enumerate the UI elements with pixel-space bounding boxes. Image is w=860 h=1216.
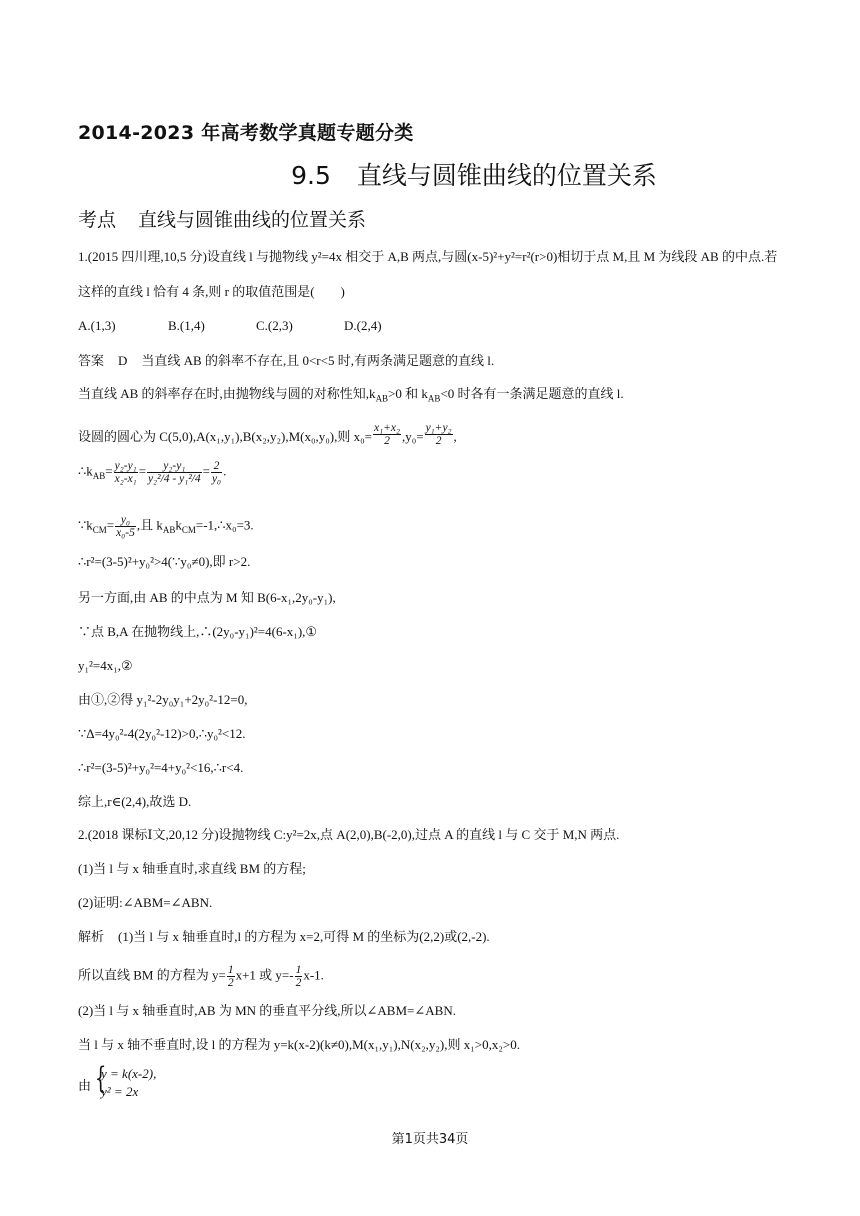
eq2-line: y₁²=4x₁,② [78,658,133,673]
fraction: $\frac{\text{y₁+y₂}}{2}$ [425,422,452,447]
section-number: 9.5 [291,161,331,190]
kaodian-title: 直线与圆锥曲线的位置关系 [138,209,367,231]
problem2-part1: (1)当 l 与 x 轴垂直时,求直线 BM 的方程; [78,861,306,876]
sol2-line: (2)当 l 与 x 轴垂直时,AB 为 MN 的垂直平分线,所以∠ABM=∠ABN. [78,1003,456,1018]
setup-line: 设圆的圆心为 C(5,0),A(x₁,y₁),B(x₂,y₂),M(x₀,y₀),则 x₀= $\frac{\text{x₁+x₂}}{2}$ ,y₀= $\frac{\text{y₁+y₂}}{2}$ , [78,422,457,447]
fraction: $\frac{2}{\text{y₀}}$ [211,460,222,485]
series-title: 2014-2023 年高考数学真题专题分类 [78,122,414,144]
jiexi-line: 解析 (1)当 l 与 x 轴垂直时,l 的方程为 x=2,可得 M 的坐标为(2,2)或(2,-2). [78,929,490,944]
section-title-text: 直线与圆锥曲线的位置关系 [356,161,657,190]
answer-label: 答案 [78,353,105,368]
page-footer: 第1页共34页 [391,1132,469,1147]
answer-text: 当直线 AB 的斜率不存在,且 0<r<5 时,有两条满足题意的直线 l. [141,353,495,368]
from12-line: 由①,②得 y₁²-2y₀y₁+2y₀²-12=0, [78,692,248,707]
fraction: $\frac{\text{y₂-y₁}}{\text{y₂²/4 - y₁²/4}}$ [148,460,201,485]
option-b: B.(1,4) [168,318,205,333]
option-a: A.(1,3) [78,318,116,333]
answer-line [78,352,790,369]
point-on-parabola-line: ∵点 B,A 在抛物线上,∴(2y₀-y₁)²=4(6-x₁),① [78,624,318,639]
problem2-stem: 2.(2018 课标Ⅰ文,20,12 分)设抛物线 C:y²=2x,点 A(2,0),B(-2,0),过点 A 的直线 l 与 C 交于 M,N 两点. [78,827,620,842]
bm-line: 所以直线 BM 的方程为 y= $\frac{1}{2}$ x+1 或 y=- $\frac{1}{2}$ x-1. [78,964,324,989]
fraction: $\frac{1}{2}$ [295,964,302,989]
delta-line: ∵Δ=4y₀²-4(2y₀²-12)>0,∴y₀²<12. [78,726,246,741]
r-bound-line: ∴r²=(3-5)²+y₀²=4+y₀²<16,∴r<4. [78,760,244,775]
fraction: $\frac{\text{y₀}}{\text{x₀-5}}$ [116,514,135,539]
kcm-line: $\because k_{CM}=$ $\frac{\text{y₀}}{\text{x₀-5}}$ ,且 $k_{AB}k_{CM}=-1,\therefore x_0=3$. [78,514,254,539]
r-line: ∴r²=(3-5)²+y₀²>4(∵y₀≠0),即 r>2. [78,554,251,569]
kaodian-heading [78,205,366,232]
option-d: D.(2,4) [344,318,382,333]
sol3-line: 当 l 与 x 轴不垂直时,设 l 的方程为 y=k(x-2)(k≠0),M(x₁,y₁),N(x₂,y₂),则 x₁>0,x₂>0. [78,1037,520,1052]
problem1-stem-line1: 1.(2015 四川理,10,5 分)设直线 l 与抛物线 y²=4x 相交于 A,B 两点,与圆(x-5)²+y²=r²(r>0)相切于点 M,且 M 为线段 AB 的中点.若 [78,249,778,264]
answer-value: D [118,353,128,368]
other-hand-line: 另一方面,由 AB 的中点为 M 知 B(6-x₁,2y₀-y₁), [78,590,336,605]
section-title [0,156,860,192]
jiexi-label: 解析 [78,929,105,944]
problem1-stem-line2: 这样的直线 l 恰有 4 条,则 r 的取值范围是( ) [78,284,345,299]
slope-exists-line: 当直线 AB 的斜率存在时,由抛物线与圆的对称性知$,k_{AB}>0$ 和 $k_{AB}<0$ 时各有一条满足题意的直线 l. [78,386,624,404]
fraction: $\frac{\text{x₁+x₂}}{2}$ [373,422,400,447]
kaodian-label: 考点 [78,209,117,231]
problem2-part2: (2)证明:∠ABM=∠ABN. [78,895,213,910]
conclusion-line: 综上,r∈(2,4),故选 D. [78,794,192,809]
fraction: $\frac{1}{2}$ [227,964,234,989]
option-c: C.(2,3) [256,318,293,333]
fraction: $\frac{\text{y₂-y₁}}{\text{x₂-x₁}}$ [114,460,137,485]
kab-line: $\therefore k_{AB}=$ $\frac{\text{y₂-y₁}}{\text{x₂-x₁}}$ = $\frac{\text{y₂-y₁}}{\text{y₂²/4 - y₁²/4}}$ = $\frac{2}{\text{y₀}}$ . [78,460,227,485]
document-page: 2014-2023 年高考数学真题专题分类 9.5 直线与圆锥曲线的位置关系 考点 直线与圆锥曲线的位置关系 1.(2015 四川理,10,5 分)设直线 l 与抛物线 y²=4x 相交于 A,B 两点,与圆(x-5)²+y²=r²(r>0)相切于点 M,且 M 为线段 AB 的中点.若 这样的直线 l 恰有 4 条,则 r 的取值范围是( ) A.(1,3) B.(1,4) C.(2,3) D.(2,4) 答案 D 当直线 AB 的斜率不存在,且 0<r<5 时,有两条满足题意的直线 l. 当直线 AB 的斜率存在时,由抛物线与圆的对称性知$,k_{AB}>0$ 和 $k_{AB}<0$ 时各有一条满足题意的直线 l. 设圆的圆心为 C(5,0),A(x₁,y₁),B(x₂,y₂),M(x₀,y₀),则 x₀= $\frac{\text{x₁+x₂}}{2}$ ,y₀= $\frac{\text{y₁+y₂}}{2}$ , $\therefore k_{AB}=$ $\frac{\text{y₂-y₁}}{\text{x₂-x₁}}$ = $\frac{\text{y₂-y₁}}{\text{y₂²/4 - y₁²/4}}$ = $\frac{2}{\text{y₀}}$ . $\because k_{CM}=$ $\frac{\text{y₀}}{\text{x₀-5}}$ ,且 $k_{AB}k_{CM}=-1,\therefore x_0=3$. ∴r²=(3-5)²+y₀²>4(∵y₀≠0),即 r>2. 另一方面,由 AB 的中点为 M 知 B(6-x₁,2y₀-y₁), ∵点 B,A 在抛物线上,∴(2y₀-y₁)²=4(6-x₁),① y₁²=4x₁,② 由①,②得 y₁²-2y₀y₁+2y₀²-12=0, ∵Δ=4y₀²-4(2y₀²-12)>0,∴y₀²<12. ∴r²=(3-5)²+y₀²=4+y₀²<16,∴r<4. 综上,r∈(2,4),故选 D. 2.(2018 课标Ⅰ文,20,12 分)设抛物线 C:y²=2x,点 A(2,0),B(-2,0),过点 A 的直线 l 与 C 交于 M,N 两点. (1)当 l 与 x 轴垂直时,求直线 BM 的方程; (2)证明:∠ABM=∠ABN. 解析 (1)当 l 与 x 轴垂直时,l 的方程为 x=2,可得 M 的坐标为(2,2)或(2,-2). 所以直线 BM 的方程为 y= $\frac{1}{2}$ x+1 或 y=- $\frac{1}{2}$ x-1. (2)当 l 与 x 轴垂直时,AB 为 MN 的垂直平分线,所以∠ABM=∠ABN. 当 l 与 x 轴不垂直时,设 l 的方程为 y=k(x-2)(k≠0),M(x₁,y₁),N(x₂,y₂),则 x₁>0,x₂>0. 由 { y = k(x-2), y² = 2x 第1页共34页 [0,0,860,1216]
